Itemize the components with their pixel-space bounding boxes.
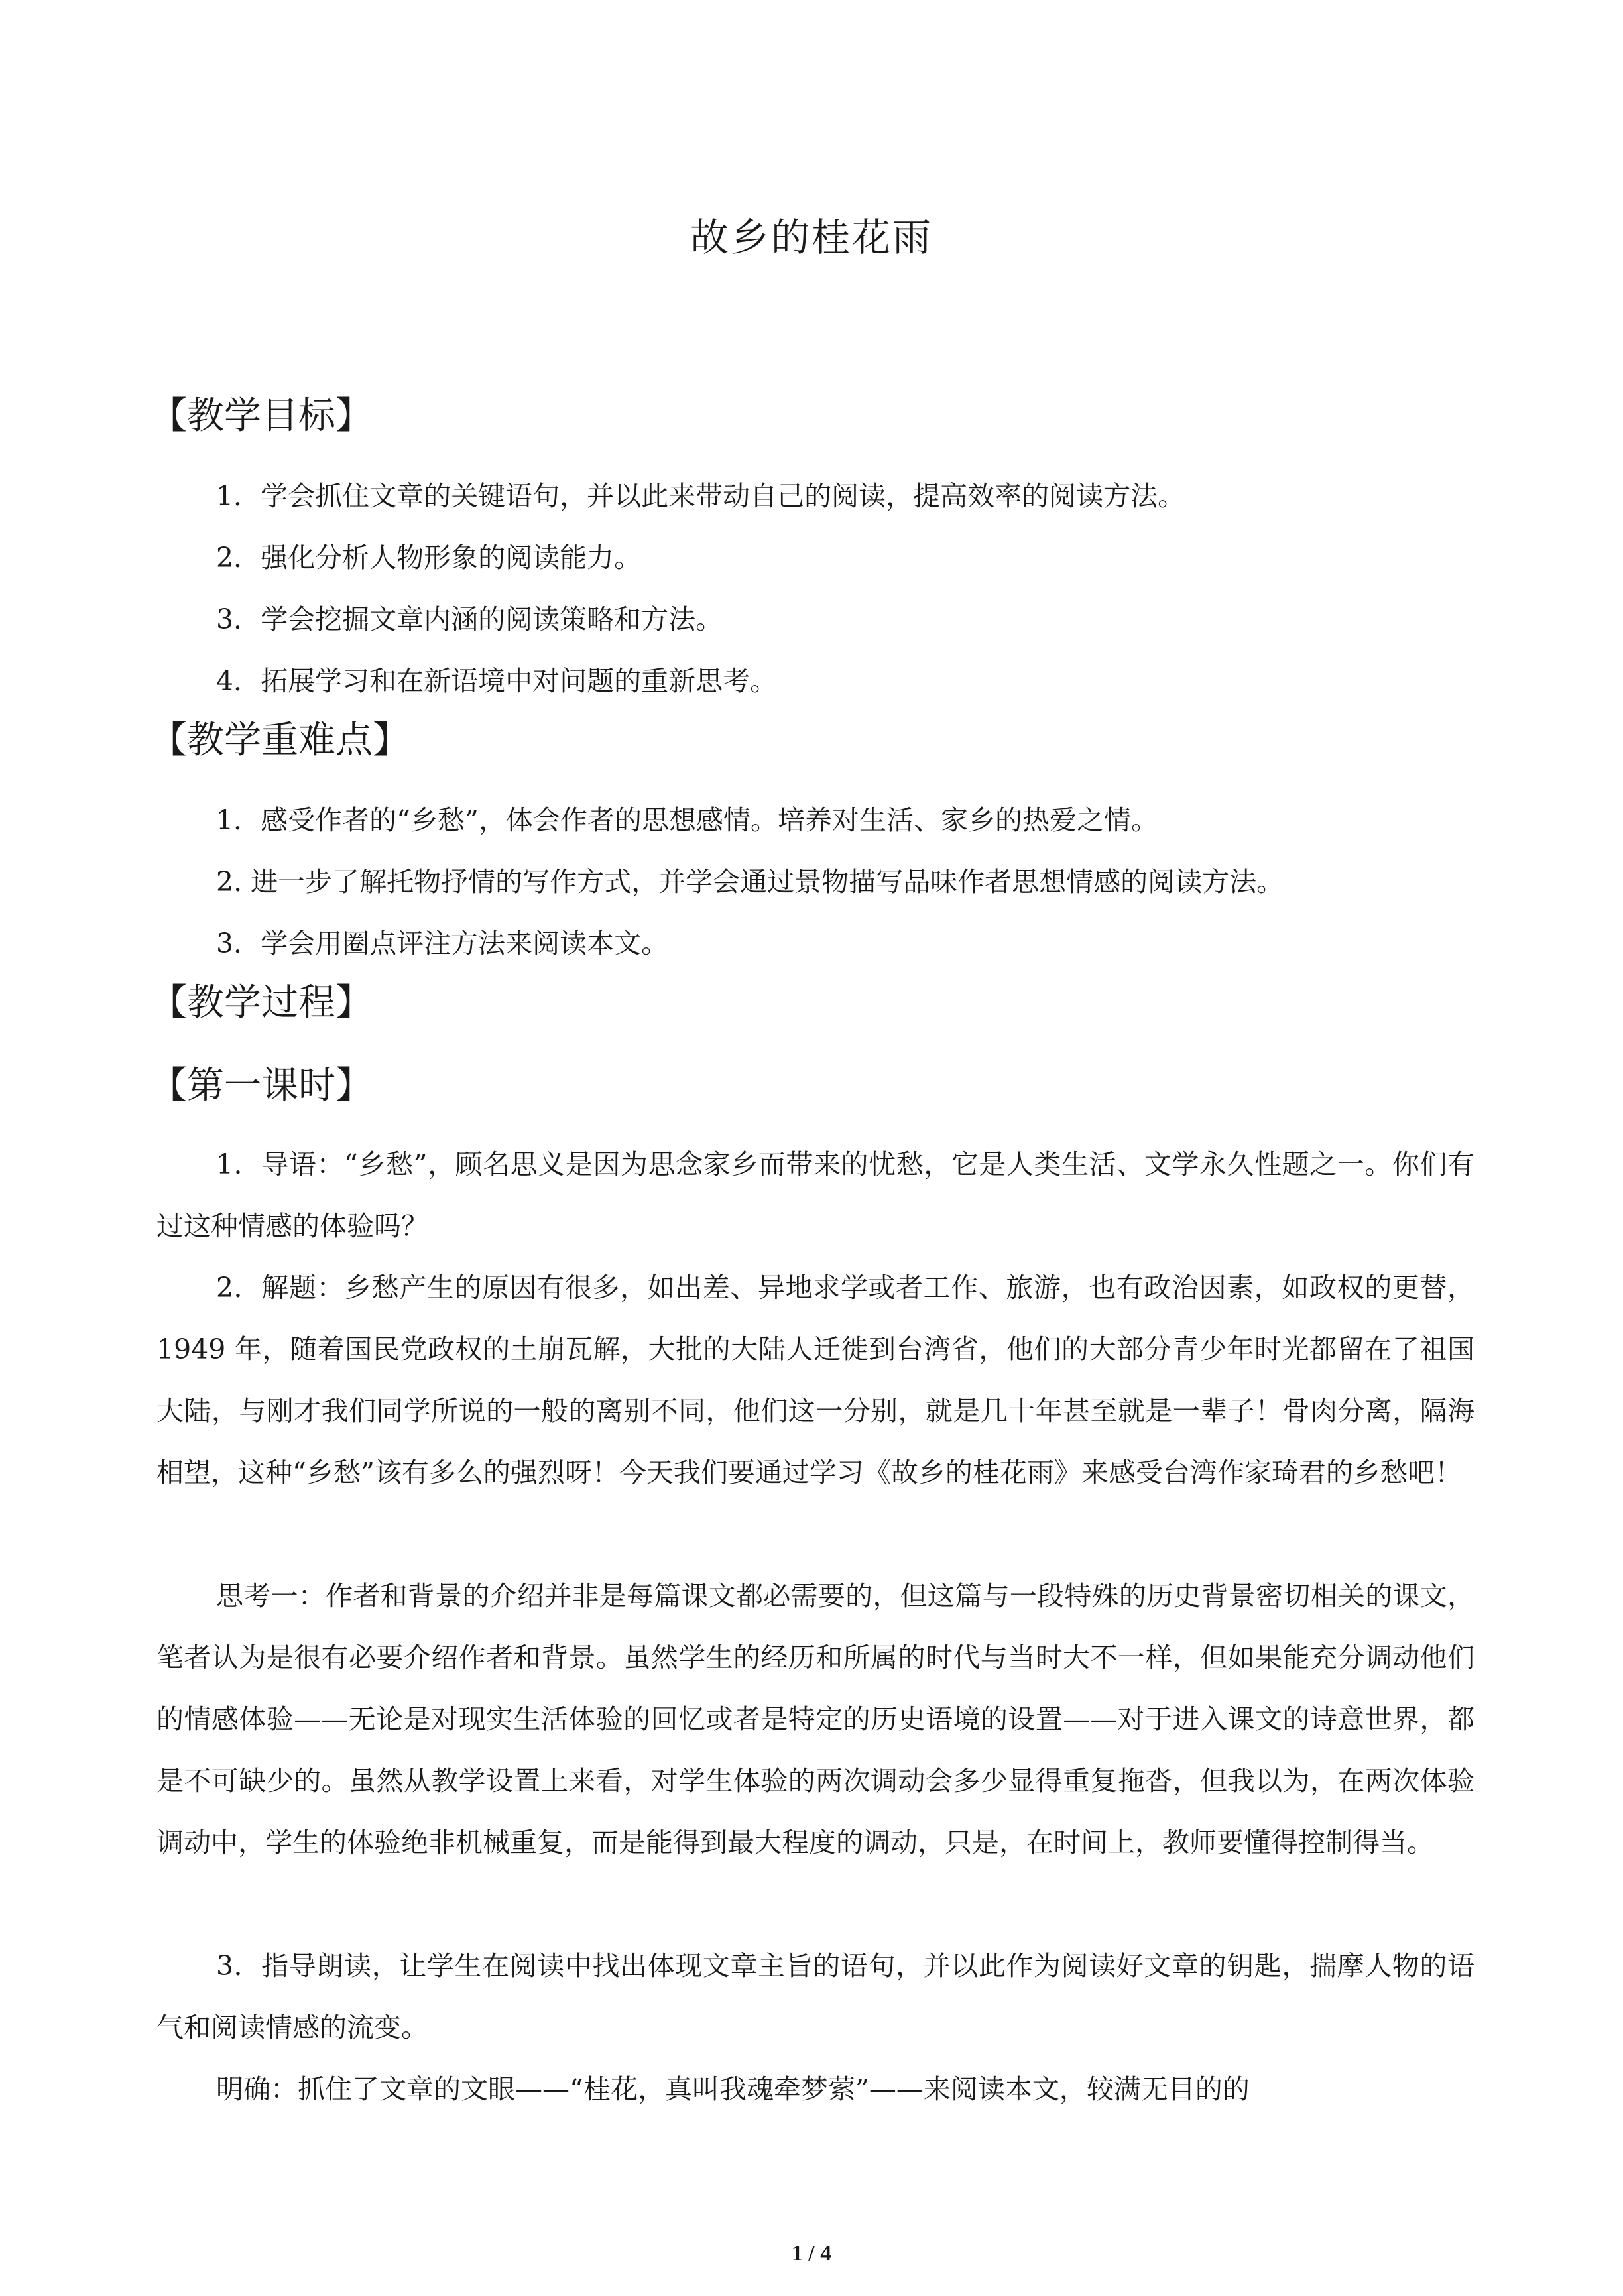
key-point-item-2: 2. 进一步了解托物抒情的写作方式，并学会通过景物描写品味作者思想情感的阅读方法。 [216,866,1284,898]
paragraph-clarification: 明确：抓住了文章的文眼——“桂花，真叫我魂牵梦萦”——来阅读本文，较满无目的的 [216,2073,1250,2105]
heading-teaching-goals: 【教学目标】 [150,394,373,438]
heading-key-points: 【教学重难点】 [150,719,410,762]
document-title: 故乡的桂花雨 [690,215,933,260]
page-number: 1 / 4 [791,2241,832,2266]
key-point-item-1: 1．感受作者的“乡愁”，体会作者的思想感情。培养对生活、家乡的热爱之情。 [216,804,1159,836]
paragraph-guided-reading: 3．指导朗读，让学生在阅读中找出体现文章主旨的语句，并以此作为阅读好文章的钥匙，揣摩人物的语气和阅读情感的流变。 [156,1950,1474,2043]
heading-first-lesson: 【第一课时】 [150,1064,373,1107]
goal-item-1: 1．学会抓住文章的关键语句，并以此来带动自己的阅读，提高效率的阅读方法。 [216,480,1185,512]
paragraph-reflection-1: 思考一：作者和背景的介绍并非是每篇课文都必需要的，但这篇与一段特殊的历史背景密切相关的课文，笔者认为是很有必要介绍作者和背景。虽然学生的经历和所属的时代与当时大不一样，但如果能充分调动他们的情感体验——无论是对现实生活体验的回忆或者是特定的历史语境的设置——对于进入课文的诗意世界，都是不可缺少的。虽然从教学设置上来看，对学生体验的两次调动会多少显得重复拖沓，但我以为，在两次体验调动中，学生的体验绝非机械重复，而是能得到最大程度的调动，只是，在时间上，教师要懂得控制得当。 [156,1580,1474,1858]
goal-item-3: 3．学会挖掘文章内涵的阅读策略和方法。 [216,603,723,635]
heading-teaching-process: 【教学过程】 [150,981,373,1024]
key-point-item-3: 3．学会用圈点评注方法来阅读本文。 [216,928,669,959]
paragraph-topic: 2．解题：乡愁产生的原因有很多，如出差、异地求学或者工作、旅游，也有政治因素，如政权的更替，1949 年，随着国民党政权的土崩瓦解，大批的大陆人迁徙到台湾省，他们的大部分青少年时光都留在了祖国大陆，与刚才我们同学所说的一般的离别不同，他们这一分别，就是几十年甚至就是一辈子！骨肉分离，隔海相望，这种“乡愁”该有多么的强烈呀！今天我们要通过学习《故乡的桂花雨》来感受台湾作家琦君的乡愁吧！ [156,1272,1474,1488]
paragraph-intro: 1．导语：“乡愁”，顾名思义是因为思念家乡而带来的忧愁，它是人类生活、文学永久性题之一。你们有过这种情感的体验吗？ [156,1148,1474,1242]
goal-item-2: 2．强化分析人物形象的阅读能力。 [216,542,642,574]
goal-item-4: 4．拓展学习和在新语境中对问题的重新思考。 [216,665,778,697]
